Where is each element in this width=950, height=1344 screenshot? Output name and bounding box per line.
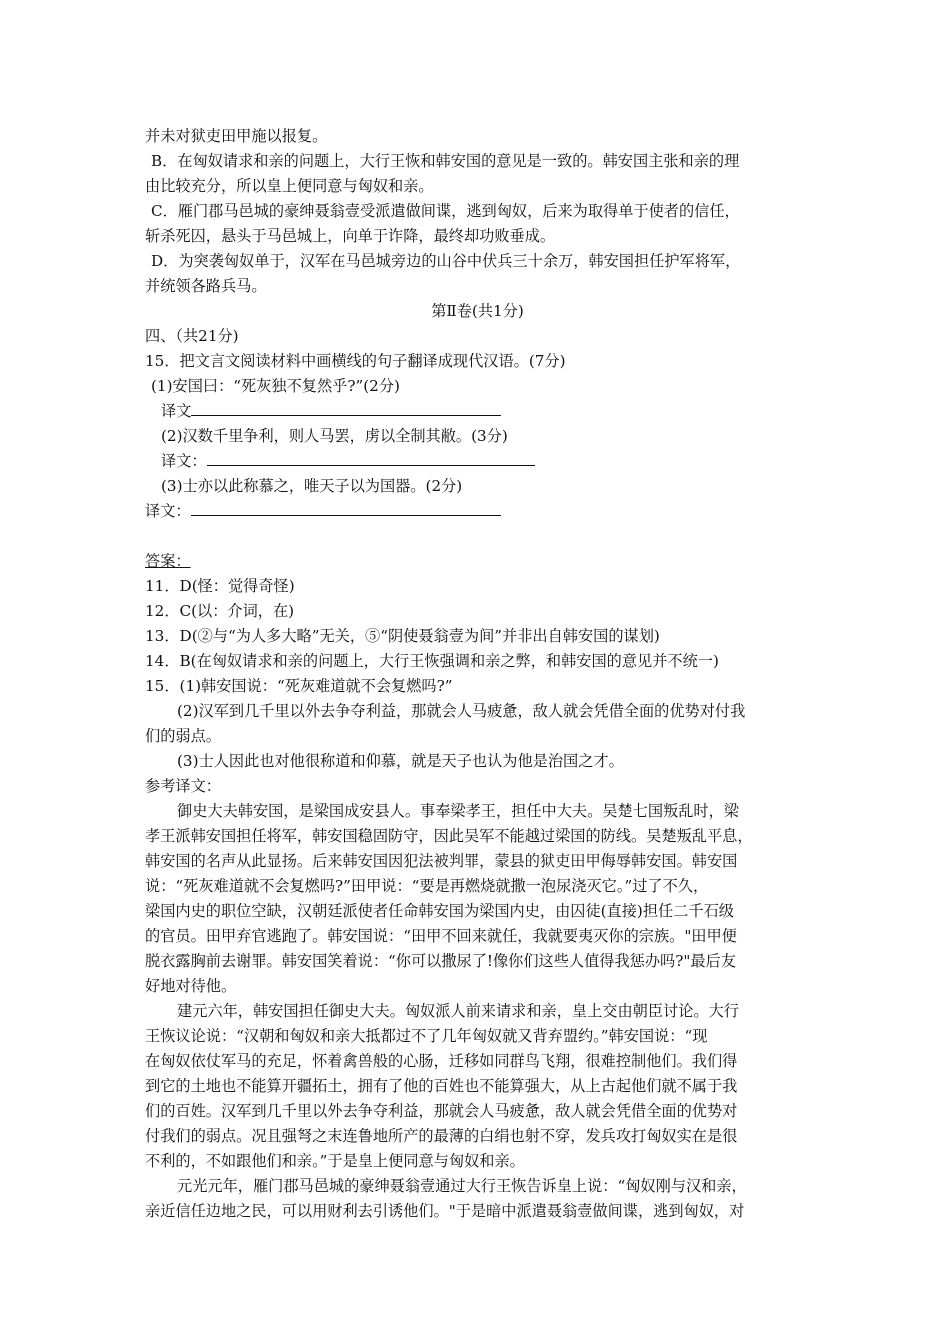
paragraph-2-line: 不利的，不如跟他们和亲。”于是皇上便同意与匈奴和亲。 (145, 1152, 525, 1170)
answer-blank-1[interactable] (191, 401, 501, 416)
answer-blank-2[interactable] (207, 451, 535, 466)
answer-blank-3[interactable] (191, 501, 501, 516)
option-c-line1: C．雁门郡马邑城的豪绅聂翁壹受派遣做间谍，逃到匈奴，后来为取得单于使者的信任， (151, 202, 740, 220)
paragraph-1-line: 梁国内史的职位空缺，汉朝廷派使者任命韩安国为梁国内史，由囚徒(直接)担任二千石级 (145, 902, 734, 920)
paragraph-3-line: 亲近信任边地之民，可以用财利去引诱他们。"于是暗中派遣聂翁壹做间谍，逃到匈奴，对 (145, 1202, 745, 1220)
answer-14: 14．B(在匈奴请求和亲的问题上，大行王恢强调和亲之弊，和韩安国的意见并不统一) (145, 652, 719, 670)
answer-13: 13．D(②与“为人多大略”无关，⑤“阴使聂翁壹为间”并非出自韩安国的谋划) (145, 627, 660, 645)
answers-heading-text: 答案： (145, 552, 191, 570)
answer-15-2b: 们的弱点。 (145, 727, 221, 745)
answers-heading (145, 549, 810, 574)
paragraph-1-line: 的官员。田甲弃官逃跑了。韩安国说：“田甲不回来就任，我就要夷灭你的宗族。"田甲便 (145, 927, 737, 945)
option-b-line2: 由比较充分，所以皇上便同意与匈奴和亲。 (145, 177, 434, 195)
translation-label-2: 译文： (161, 452, 207, 470)
section-heading: 四、（共21分) (145, 327, 239, 345)
sentence-1: (1)安国曰：“死灰独不复然乎?”(2分) (151, 377, 400, 395)
paragraph-1-line: 韩安国的名声从此显扬。后来韩安国因犯法被判罪，蒙县的狱吏田甲侮辱韩安国。韩安国 (145, 852, 738, 870)
translation-label-1: 译文 (161, 402, 192, 420)
paragraph-3-line: 元光元年，雁门郡马邑城的豪绅聂翁壹通过大行王恢告诉皇上说：“匈奴刚与汉和亲， (177, 1177, 747, 1195)
answer-15-2a: (2)汉军到几千里以外去争夺利益，那就会人马疲惫，敌人就会凭借全面的优势对付我 (177, 702, 746, 720)
answer-11: 11．D(怪：觉得奇怪) (145, 577, 295, 595)
volume-title: 第Ⅱ卷(共1分) (431, 302, 524, 320)
paragraph-2-line: 们的百姓。汉军到几千里以外去争夺利益，那就会人马疲惫，敌人就会凭借全面的优势对 (145, 1102, 738, 1120)
option-b-line1: B．在匈奴请求和亲的问题上，大行王恢和韩安国的意见是一致的。韩安国主张和亲的理 (151, 152, 740, 170)
answer-15-3: (3)士人因此也对他很称道和仰慕，就是天子也认为他是治国之才。 (177, 752, 624, 770)
option-d-line2: 并统领各路兵马。 (145, 277, 267, 295)
option-a-tail: 并未对狱吏田甲施以报复。 (145, 127, 328, 145)
document-page (145, 124, 810, 1224)
translation-line-2 (145, 449, 810, 474)
answer-15-1: 15．(1)韩安国说：“死灰难道就不会复燃吗?” (145, 677, 453, 695)
answer-12: 12．C(以：介词，在) (145, 602, 295, 620)
translation-label-3: 译文： (145, 502, 191, 520)
paragraph-2-line: 在匈奴依仗军马的充足，怀着禽兽般的心肠，迁移如同群鸟飞翔，很难控制他们。我们得 (145, 1052, 738, 1070)
sentence-2: (2)汉数千里争利，则人马罢，虏以全制其敝。(3分) (161, 427, 508, 445)
paragraph-1-line: 脱衣露胸前去谢罪。韩安国笑着说：“你可以撒尿了!像你们这些人值得我惩办吗?"最后友 (145, 952, 736, 970)
translation-line-3 (145, 499, 810, 524)
question-15-prompt: 15．把文言文阅读材料中画横线的句子翻译成现代汉语。(7分) (145, 352, 566, 370)
sentence-3: (3)士亦以此称慕之，唯天子以为国器。(2分) (161, 477, 463, 495)
paragraph-2-line: 到它的土地也不能算开疆拓土，拥有了他的百姓也不能算强大，从上古起他们就不属于我 (145, 1077, 738, 1095)
spacer (145, 524, 810, 549)
paragraph-1-line: 御史大夫韩安国，是梁国成安县人。事奉梁孝王，担任中大夫。吴楚七国叛乱时，梁 (177, 802, 739, 820)
paragraph-2-line: 付我们的弱点。况且强弩之末连鲁地所产的最薄的白绢也射不穿，发兵攻打匈奴实在是很 (145, 1127, 738, 1145)
paragraph-1-line: 说：“死灰难道就不会复燃吗?”田甲说：“要是再燃烧就撒一泡尿浇灭它。”过了不久， (145, 877, 709, 895)
paragraph-2-line: 王恢议论说：“汉朝和匈奴和亲大抵都过不了几年匈奴就又背弃盟约。”韩安国说：“现 (145, 1027, 708, 1045)
paragraph-1-line: 孝王派韩安国担任将军，韩安国稳固防守，因此吴军不能越过梁国的防线。吴楚叛乱平息， (145, 827, 753, 845)
translation-heading: 参考译文： (145, 777, 221, 795)
option-d-line1: D．为突袭匈奴单于，汉军在马邑城旁边的山谷中伏兵三十余万，韩安国担任护军将军， (151, 252, 741, 270)
option-c-line2: 斩杀死囚，悬头于马邑城上，向单于诈降，最终却功败垂成。 (145, 227, 556, 245)
paragraph-1-line: 好地对待他。 (145, 977, 237, 995)
paragraph-2-line: 建元六年，韩安国担任御史大夫。匈奴派人前来请求和亲，皇上交由朝臣讨论。大行 (177, 1002, 739, 1020)
translation-line-1 (145, 399, 810, 424)
